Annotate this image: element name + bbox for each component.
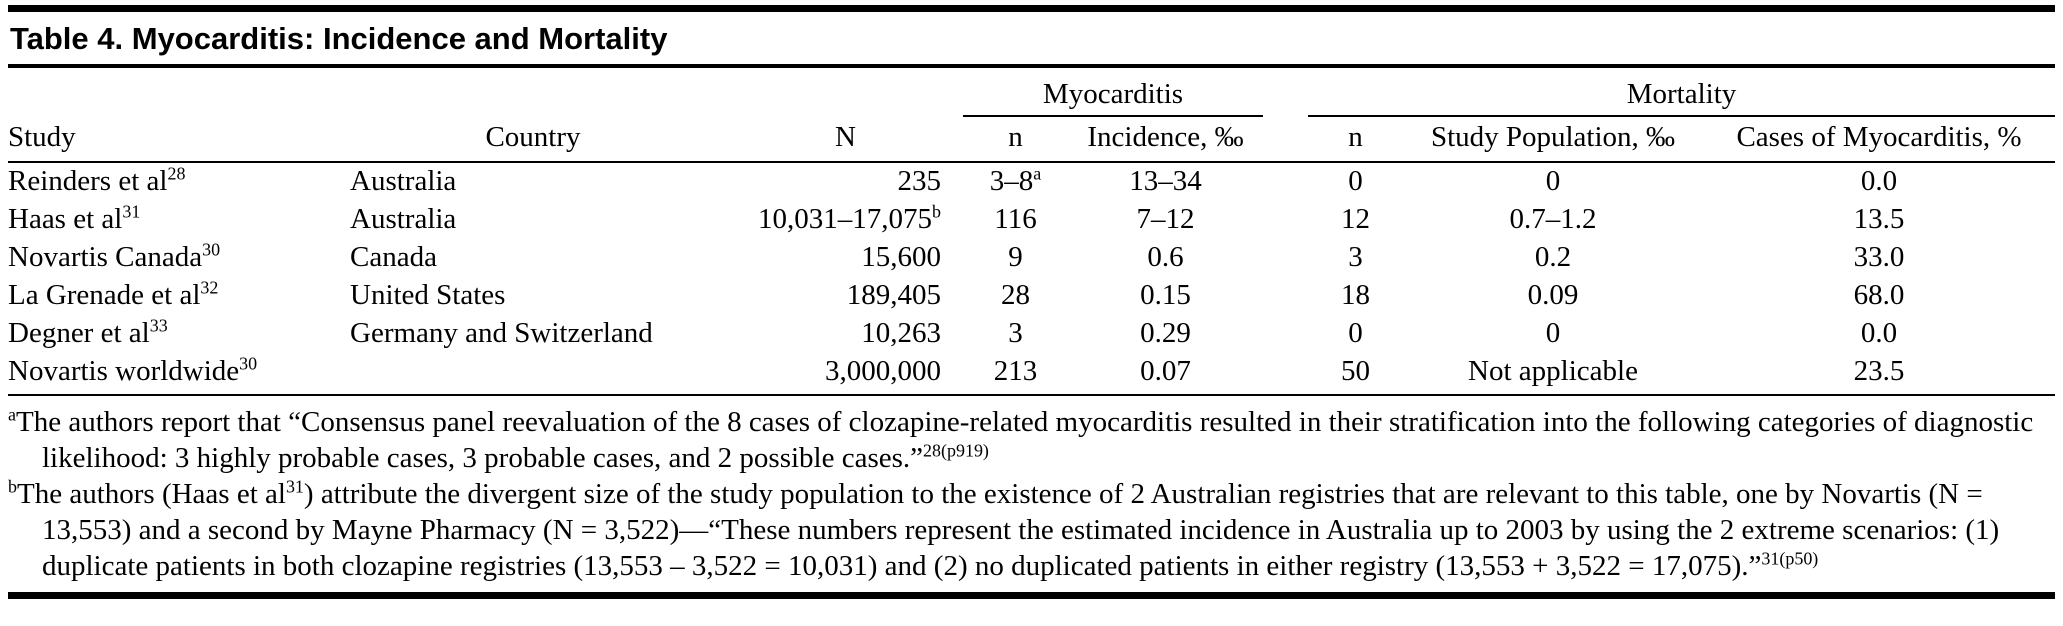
cell-spacer: [1263, 162, 1308, 201]
cell-cases-of-myocarditis: 0.0: [1860, 317, 1898, 349]
reference-superscript: b: [932, 201, 941, 222]
cell-spacer: [1263, 353, 1308, 395]
top-rule: [8, 5, 2055, 12]
column-header-incidence: Incidence, ‰: [1068, 116, 1263, 162]
cell-n-total: 15,600: [861, 241, 941, 273]
cell-study: La Grenade et $al^{32}$: [8, 277, 219, 311]
group-spacer: [1263, 70, 1308, 116]
cell-study: Haas et $al^{31}$: [8, 201, 141, 235]
reference-superscript: 31: [122, 201, 141, 222]
cell-incidence: 13–34: [1129, 165, 1202, 197]
title-rule: [8, 64, 2055, 68]
table-body: [8, 162, 2055, 395]
cell-mortality-n: 50: [1308, 353, 1403, 395]
reference-superscript: 33: [149, 315, 168, 336]
cell-study-population: 0: [1545, 317, 1561, 349]
footnote-marker: a: [8, 404, 16, 425]
cell-mortality-n: 0: [1348, 317, 1363, 349]
table-row: [8, 201, 2055, 239]
cell-mortality-n: 0: [1348, 165, 1363, 197]
table-row: [8, 239, 2055, 277]
cell-n-total: 3,000,000: [728, 353, 963, 395]
footnote-marker: b: [8, 476, 17, 497]
group-header-mortality: Mortality: [1308, 70, 2055, 116]
cell-cases-of-myocarditis: 0.0: [1860, 165, 1898, 197]
column-header-study: Study: [8, 116, 338, 162]
cell-mortality-n: 3: [1348, 241, 1363, 273]
reference-superscript: 30: [239, 353, 258, 374]
group-header-row: [8, 70, 2055, 116]
cell-incidence: 0.15: [1140, 279, 1191, 311]
reference-superscript: a: [1033, 163, 1042, 184]
column-header-row: [8, 116, 2055, 162]
cell-country: Australia: [350, 203, 457, 235]
cell-incidence: 0.07: [1068, 353, 1263, 395]
cell-myocarditis-n: 213: [963, 353, 1068, 395]
group-header-empty: [8, 70, 963, 116]
cell-country: Germany and Switzerland: [350, 317, 653, 349]
cell-n-total: 10,031–17,075$^b$: [758, 201, 941, 235]
reference-superscript: 28: [167, 163, 186, 184]
cell-n-total: 10,263: [861, 317, 941, 349]
table-row: [8, 353, 2055, 395]
cell-spacer: [1263, 201, 1308, 239]
cell-myocarditis-n: 3–8$^a$: [989, 163, 1042, 197]
column-header-cases-of-myocarditis: Cases of Myocarditis, %: [1703, 116, 2055, 162]
cell-country: Canada: [350, 241, 437, 273]
column-header-country: Country: [338, 116, 728, 162]
cell-study-population: 0: [1545, 165, 1561, 197]
cell-incidence: 0.6: [1147, 241, 1184, 273]
cell-study: Novartis worldwide$^{30}$: [8, 353, 338, 395]
cell-mortality-n: 12: [1341, 203, 1370, 235]
cell-n-total: 235: [897, 165, 941, 197]
column-header-myocarditis-n: n: [963, 116, 1068, 162]
footnote-a: $^a$The authors report that “Consensus panel reevaluation of the 8 cases of clozapine-related myocarditis resulted in their stratification into the following categories of diagnostic likelihood: 3 highly probable cases, 3 probable cases, and 2 possible cases.”$^{28(p919)}$: [8, 404, 2034, 474]
cell-country: [338, 353, 728, 395]
cell-cases-of-myocarditis: 13.5: [1853, 203, 1905, 235]
cell-cases-of-myocarditis: 33.0: [1853, 241, 1905, 273]
cell-spacer: [1263, 239, 1308, 277]
cell-spacer: [1263, 315, 1308, 353]
cell-cases-of-myocarditis: 68.0: [1853, 279, 1905, 311]
cell-study-population: 0.2: [1534, 241, 1572, 273]
cell-cases-of-myocarditis: 23.5: [1703, 353, 2055, 395]
column-header-mortality-n: n: [1308, 116, 1403, 162]
reference-superscript: 31(p50): [1761, 548, 1819, 569]
cell-n-total: 189,405: [846, 279, 941, 311]
cell-mortality-n: 18: [1341, 279, 1370, 311]
reference-superscript: 28(p919): [923, 440, 989, 461]
cell-study: Reinders et $al^{28}$: [8, 163, 186, 197]
table-title: Table 4. Myocarditis: Incidence and Mortality: [10, 21, 668, 56]
myocarditis-table: [8, 70, 2055, 396]
cell-myocarditis-n: 116: [994, 203, 1037, 235]
cell-myocarditis-n: 28: [1001, 279, 1030, 311]
cell-country: United States: [350, 279, 506, 311]
cell-study: Novartis Canada$^{30}$: [8, 239, 221, 273]
cell-study-population: 0.7–1.2: [1509, 203, 1597, 235]
reference-superscript: 31: [285, 476, 304, 497]
column-header-n-total: N: [728, 116, 963, 162]
table-row: [8, 315, 2055, 353]
bottom-rule: [8, 592, 2055, 599]
cell-incidence: 0.29: [1140, 317, 1191, 349]
cell-incidence: 7–12: [1136, 203, 1195, 235]
group-header-myocarditis: Myocarditis: [963, 70, 1263, 116]
cell-study-population: Not applicable: [1403, 353, 1703, 395]
table-row: [8, 162, 2055, 201]
footnote-b: $^b$The authors (Haas et $al^{31}$) attribute the divergent size of the study population to the existence of 2 Australian registries that are relevant to this table, one by Novartis (N = 13,553) and a second by Mayne Pharmacy (N = 3,522)—“These numbers represent the estimated incidence in Australia up to 2003 by using the 2 extreme scenarios: (1) duplicate patients in both clozapine registries (13,553 – 3,522 = 10,031) and (2) no duplicated patients in either registry (13,553 + 3,522 = 17,075).”$^{31(p50)}$: [8, 476, 2000, 582]
column-header-study-population: Study Population, ‰: [1403, 116, 1703, 162]
reference-superscript: 30: [202, 239, 221, 260]
cell-country: Australia: [350, 165, 457, 197]
reference-superscript: 32: [200, 277, 219, 298]
cell-spacer: [1263, 277, 1308, 315]
footnotes: [8, 396, 2055, 590]
cell-myocarditis-n: 9: [1008, 241, 1023, 273]
cell-myocarditis-n: 3: [1008, 317, 1023, 349]
cell-study-population: 0.09: [1527, 279, 1579, 311]
cell-study: Degner et $al^{33}$: [8, 315, 168, 349]
table-row: [8, 277, 2055, 315]
column-header-spacer: [1263, 116, 1308, 162]
